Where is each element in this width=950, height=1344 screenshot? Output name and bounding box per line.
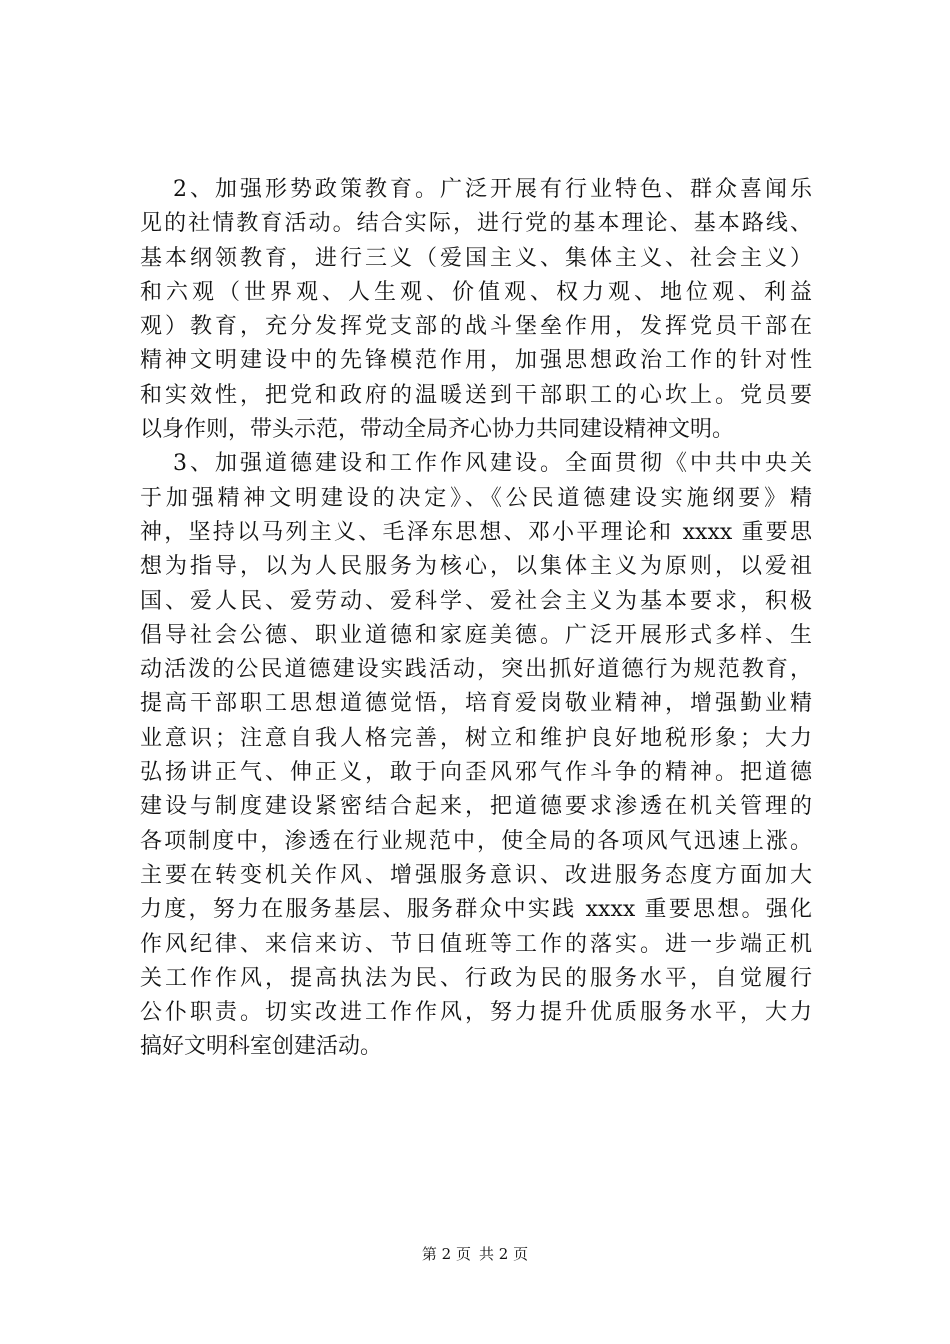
text-line: 业意识；注意自我人格完善，树立和维护良好地税形象；大力 xyxy=(140,725,812,751)
text-line: 于加强精神文明建设的决定》、《公民道德建设实施纲要》精 xyxy=(140,485,812,511)
text-line: 和实效性，把党和政府的温暖送到干部职工的心坎上。党员要 xyxy=(140,382,812,408)
text-line: 观）教育，充分发挥党支部的战斗堡垒作用，发挥党员干部在 xyxy=(140,314,812,340)
text-line: 神，坚持以马列主义、毛泽东思想、邓小平理论和 xxxx 重要思 xyxy=(140,519,812,545)
paragraph-2 xyxy=(140,173,812,447)
text-line: 主要在转变机关作风、增强服务意识、改进服务态度方面加大 xyxy=(140,862,812,888)
text-line: 公仆职责。切实改进工作作风，努力提升优质服务水平，大力 xyxy=(140,1000,812,1026)
text-line: 2、加强形势政策教育。广泛开展有行业特色、群众喜闻乐 xyxy=(173,177,812,202)
text-line: 精神文明建设中的先锋模范作用，加强思想政治工作的针对性 xyxy=(140,348,812,374)
text-line: 力度，努力在服务基层、服务群众中实践 xxxx 重要思想。强化 xyxy=(140,897,812,923)
text-line: 关工作作风，提高执法为民、行政为民的服务水平，自觉履行 xyxy=(140,965,812,991)
text-line: 倡导社会公德、职业道德和家庭美德。广泛开展形式多样、生 xyxy=(140,622,812,648)
text-line: 提高干部职工思想道德觉悟，培育爱岗敬业精神，增强勤业精 xyxy=(140,691,812,717)
text-line: 和六观（世界观、人生观、价值观、权力观、地位观、利益 xyxy=(140,279,812,305)
page-number: 第 2 页 xyxy=(421,1245,471,1263)
text-line: 弘扬讲正气、伸正义，敢于向歪风邪气作斗争的精神。把道德 xyxy=(140,760,812,786)
page-footer xyxy=(0,1244,950,1264)
page-total: 共 2 页 xyxy=(479,1245,529,1263)
text-line: 动活泼的公民道德建设实践活动，突出抓好道德行为规范教育， xyxy=(140,657,812,683)
document-body xyxy=(140,173,812,1065)
text-line: 见的社情教育活动。结合实际，进行党的基本理论、基本路线、 xyxy=(140,211,812,237)
text-line: 作风纪律、来信来访、节日值班等工作的落实。进一步端正机 xyxy=(140,931,812,957)
text-line: 国、爱人民、爱劳动、爱科学、爱社会主义为基本要求，积极 xyxy=(140,588,812,614)
text-line: 基本纲领教育，进行三义（爱国主义、集体主义、社会主义） xyxy=(140,245,812,271)
text-line: 各项制度中，渗透在行业规范中，使全局的各项风气迅速上涨。 xyxy=(140,828,812,854)
text-line: 搞好文明科室创建活动。 xyxy=(140,1034,383,1060)
text-line: 以身作则，带头示范，带动全局齐心协力共同建设精神文明。 xyxy=(140,417,735,443)
text-line: 建设与制度建设紧密结合起来，把道德要求渗透在机关管理的 xyxy=(140,794,812,820)
paragraph-3 xyxy=(140,447,812,1064)
text-line: 想为指导，以为人民服务为核心，以集体主义为原则，以爱祖 xyxy=(140,554,812,580)
text-line: 3、加强道德建设和工作作风建设。全面贯彻《中共中央关 xyxy=(173,451,812,477)
